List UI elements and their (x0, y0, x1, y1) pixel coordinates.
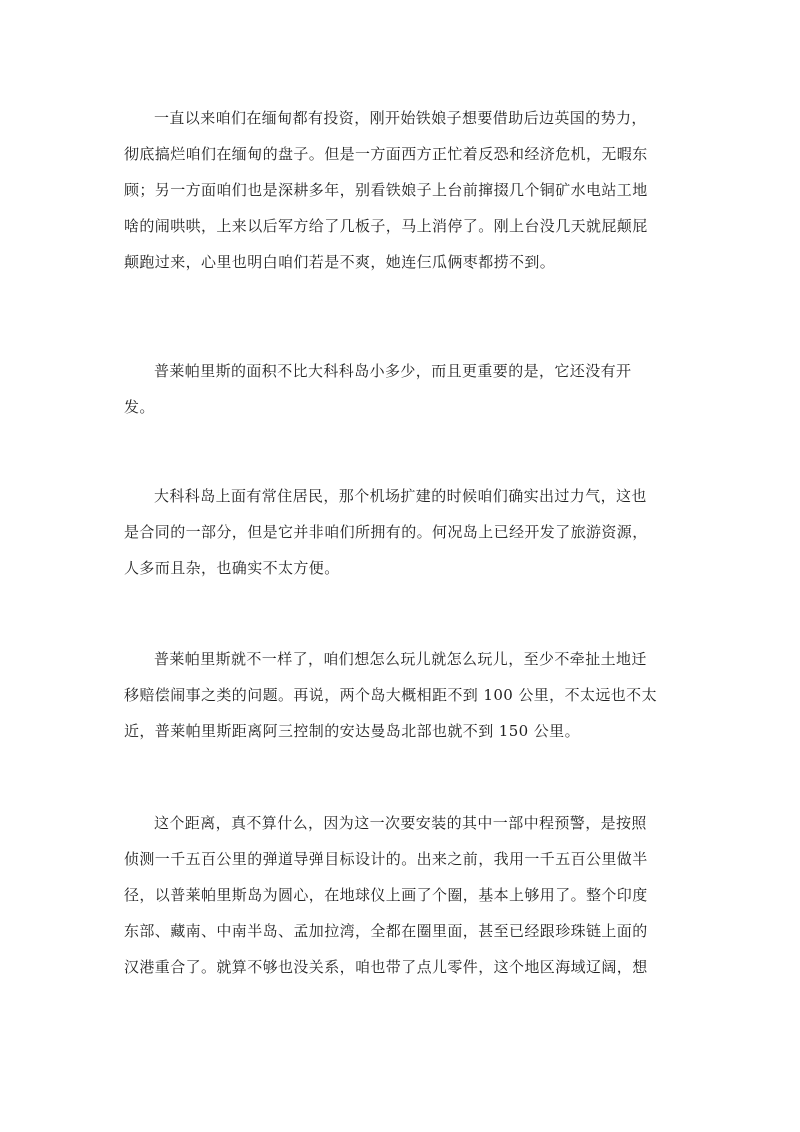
paragraph-5 (124, 805, 676, 985)
text-line: 侦测一千五百公里的弹道导弹目标设计的。出来之前，我用一千五百公里做半 (124, 850, 648, 868)
text-line: 近，普莱帕里斯距离阿三控制的安达曼岛北部也就不到 150 公里。 (124, 722, 580, 740)
paragraph-4 (124, 641, 676, 749)
paragraph-2 (124, 353, 676, 425)
paragraph-3 (124, 478, 676, 586)
text-line: 人多而且杂，也确实不太方便。 (124, 559, 340, 577)
text-line: 汉港重合了。就算不够也没关系，咱也带了点儿零件，这个地区海域辽阔，想 (124, 958, 648, 976)
text-line: 彻底搞烂咱们在缅甸的盘子。但是一方面西方正忙着反恐和经济危机，无暇东 (124, 145, 648, 163)
text-line: 这个距离，真不算什么，因为这一次要安装的其中一部中程预警，是按照 (154, 814, 647, 832)
text-line: 一直以来咱们在缅甸都有投资，刚开始铁娘子想要借助后边英国的势力， (154, 109, 647, 127)
text-line: 移赔偿闹事之类的问题。再说，两个岛大概相距不到 100 公里，不太远也不太 (124, 686, 657, 704)
text-line: 发。 (124, 398, 155, 416)
text-line: 普莱帕里斯的面积不比大科科岛小多少，而且更重要的是，它还没有开 (154, 362, 632, 380)
text-line: 顾；另一方面咱们也是深耕多年，别看铁娘子上台前撺掇几个铜矿水电站工地 (124, 181, 648, 199)
text-line: 大科科岛上面有常住居民，那个机场扩建的时候咱们确实出过力气，这也 (154, 487, 647, 505)
text-line: 普莱帕里斯就不一样了，咱们想怎么玩儿就怎么玩儿，至少不牵扯土地迁 (154, 650, 647, 668)
text-line: 啥的闹哄哄，上来以后军方给了几板子，马上消停了。刚上台没几天就屁颠屁 (124, 217, 648, 235)
text-line: 径，以普莱帕里斯岛为圆心，在地球仪上画了个圈，基本上够用了。整个印度 (124, 886, 648, 904)
text-line: 东部、藏南、中南半岛、孟加拉湾，全都在圈里面，甚至已经跟珍珠链上面的 (124, 922, 648, 940)
text-line: 是合同的一部分，但是它并非咱们所拥有的。何况岛上已经开发了旅游资源， (124, 523, 648, 541)
paragraph-1 (124, 100, 676, 280)
text-line: 颠跑过来，心里也明白咱们若是不爽，她连仨瓜俩枣都捞不到。 (124, 253, 556, 271)
